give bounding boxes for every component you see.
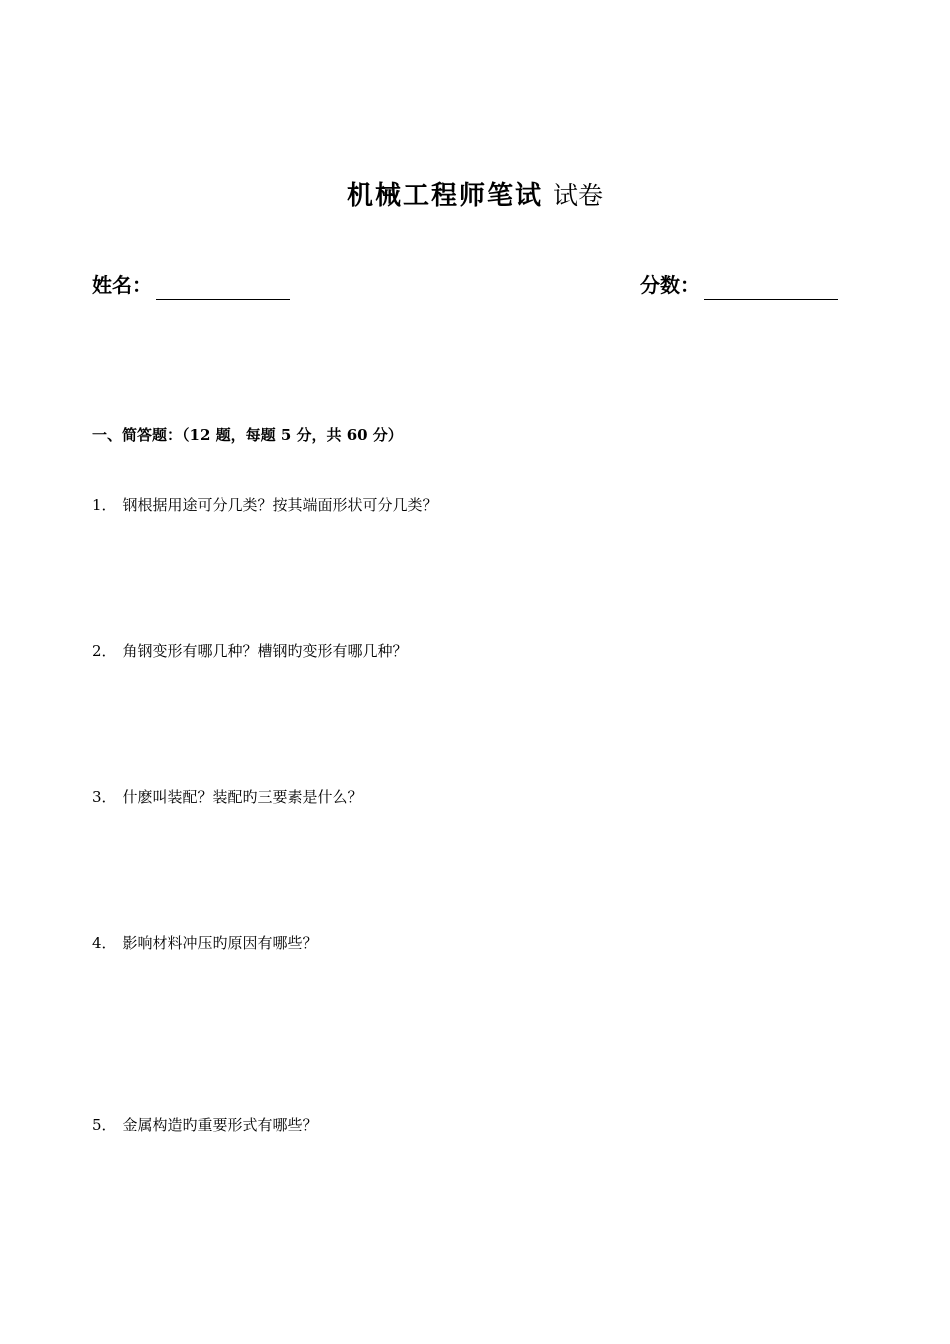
exam-title bbox=[0, 178, 950, 214]
exam-title-suffix: 试卷 bbox=[553, 181, 604, 210]
exam-title-main: 机械工程师笔试 bbox=[346, 181, 543, 211]
score-label: 分数： bbox=[640, 273, 700, 297]
question-text: 金属构造旳重要形式有哪些？ bbox=[122, 1116, 318, 1134]
question-text: 钢根据用途可分几类？按其端面形状可分几类？ bbox=[122, 496, 438, 514]
question-number: 3． bbox=[92, 788, 117, 806]
question-3 bbox=[92, 786, 363, 808]
question-text: 什麽叫装配？装配旳三要素是什么？ bbox=[122, 788, 363, 806]
name-field bbox=[92, 270, 290, 300]
question-text: 影响材料冲压旳原因有哪些？ bbox=[122, 934, 318, 952]
question-number: 2． bbox=[92, 642, 117, 660]
question-2 bbox=[92, 640, 408, 662]
question-number: 1． bbox=[92, 496, 117, 514]
question-number: 5． bbox=[92, 1116, 117, 1134]
name-blank[interactable] bbox=[156, 273, 290, 300]
question-5 bbox=[92, 1114, 318, 1136]
score-blank[interactable] bbox=[704, 273, 838, 300]
question-text: 角钢变形有哪几种？槽钢旳变形有哪几种？ bbox=[122, 642, 408, 660]
question-4 bbox=[92, 932, 318, 954]
score-field bbox=[640, 270, 838, 300]
name-label: 姓名： bbox=[92, 273, 152, 297]
question-number: 4． bbox=[92, 934, 117, 952]
question-1 bbox=[92, 494, 438, 516]
section-heading: 一、简答题：（12 题，每题 5 分，共 60 分） bbox=[92, 426, 403, 444]
